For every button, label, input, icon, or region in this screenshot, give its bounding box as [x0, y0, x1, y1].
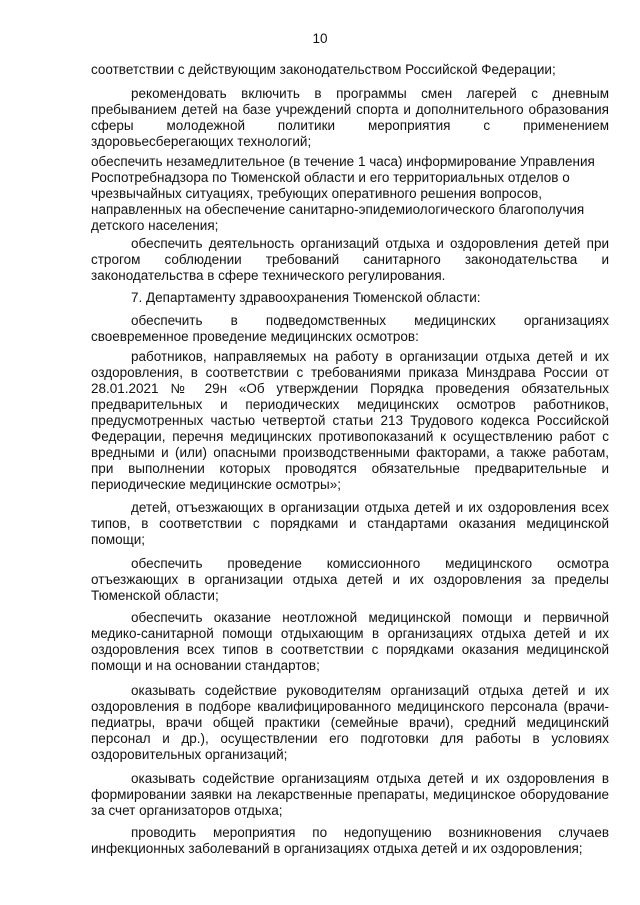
- paragraph: проводить мероприятия по недопущению возникновения случаев инфекционных заболеваний в организациях отдыха детей и их оздоровления;: [91, 825, 609, 856]
- paragraph: обеспечить в подведомственных медицинских организациях своевременное проведение медицинских осмотров:: [91, 313, 609, 344]
- section-heading: 7. Департаменту здравоохранения Тюменской области:: [131, 290, 481, 305]
- paragraph: работников, направляемых на работу в организации отдыха детей и их оздоровления, в соответствии с требованиями приказа Минздрава России от 28.01.2021 № 29н «Об утверждении Порядка проведения обязательных предварительных и периодических медицинских осмотров работников, предусмотренных частью четвертой статьи 213 Трудового кодекса Российской Федерации, перечня медицинских противопоказаний к осуществлению работ с вредными и (или) опасными производственными факторами, а также работам, при выполнении которых проводятся обязательные предварительные и периодические медицинские осмотры»;: [91, 349, 609, 492]
- paragraph: обеспечить незамедлительное (в течение 1 часа) информирование Управления Роспотребнадзора по Тюменской области и его территориальных отделов о чрезвычайных ситуациях, требующих оперативного решения вопросов, направленных на обеспечение санитарно-эпидемиологического благополучия детского населения;: [91, 154, 595, 233]
- paragraph: рекомендовать включить в программы смен лагерей с дневным пребыванием детей на базе учреждений спорта и дополнительного образования сферы молодежной политики мероприятия с применением здоровьесберегающих технологий;: [91, 86, 609, 149]
- paragraph: соответствии с действующим законодательством Российской Федерации;: [91, 62, 556, 77]
- page-number: 10: [312, 31, 328, 46]
- paragraph: оказывать содействие руководителям организаций отдыха детей и их оздоровления в подборе квалифицированного медицинского персонала (врачи-педиатры, врачи общей практики (семейные врачи), средний медицинский персонал и др.), осуществлении его подготовки для работы в условиях оздоровительных организаций;: [91, 683, 609, 762]
- paragraph: обеспечить оказание неотложной медицинской помощи и первичной медико-санитарной помощи отдыхающим в организациях отдыха детей и их оздоровления всех типов в соответствии с порядками оказания медицинской помощи и на основании стандартов;: [91, 610, 609, 673]
- paragraph: детей, отъезжающих в организации отдыха детей и их оздоровления всех типов, в соответствии с порядками и стандартами оказания медицинской помощи;: [91, 500, 609, 547]
- paragraph: обеспечить деятельность организаций отдыха и оздоровления детей при строгом соблюдении требований санитарного законодательства и законодательства в сфере технического регулирования.: [91, 236, 609, 283]
- paragraph: оказывать содействие организациям отдыха детей и их оздоровления в формировании заявки на лекарственные препараты, медицинское оборудование за счет организаторов отдыха;: [91, 771, 609, 818]
- paragraph: обеспечить проведение комиссионного медицинского осмотра отъезжающих в организации отдыха детей и их оздоровления за пределы Тюменской области;: [91, 556, 609, 603]
